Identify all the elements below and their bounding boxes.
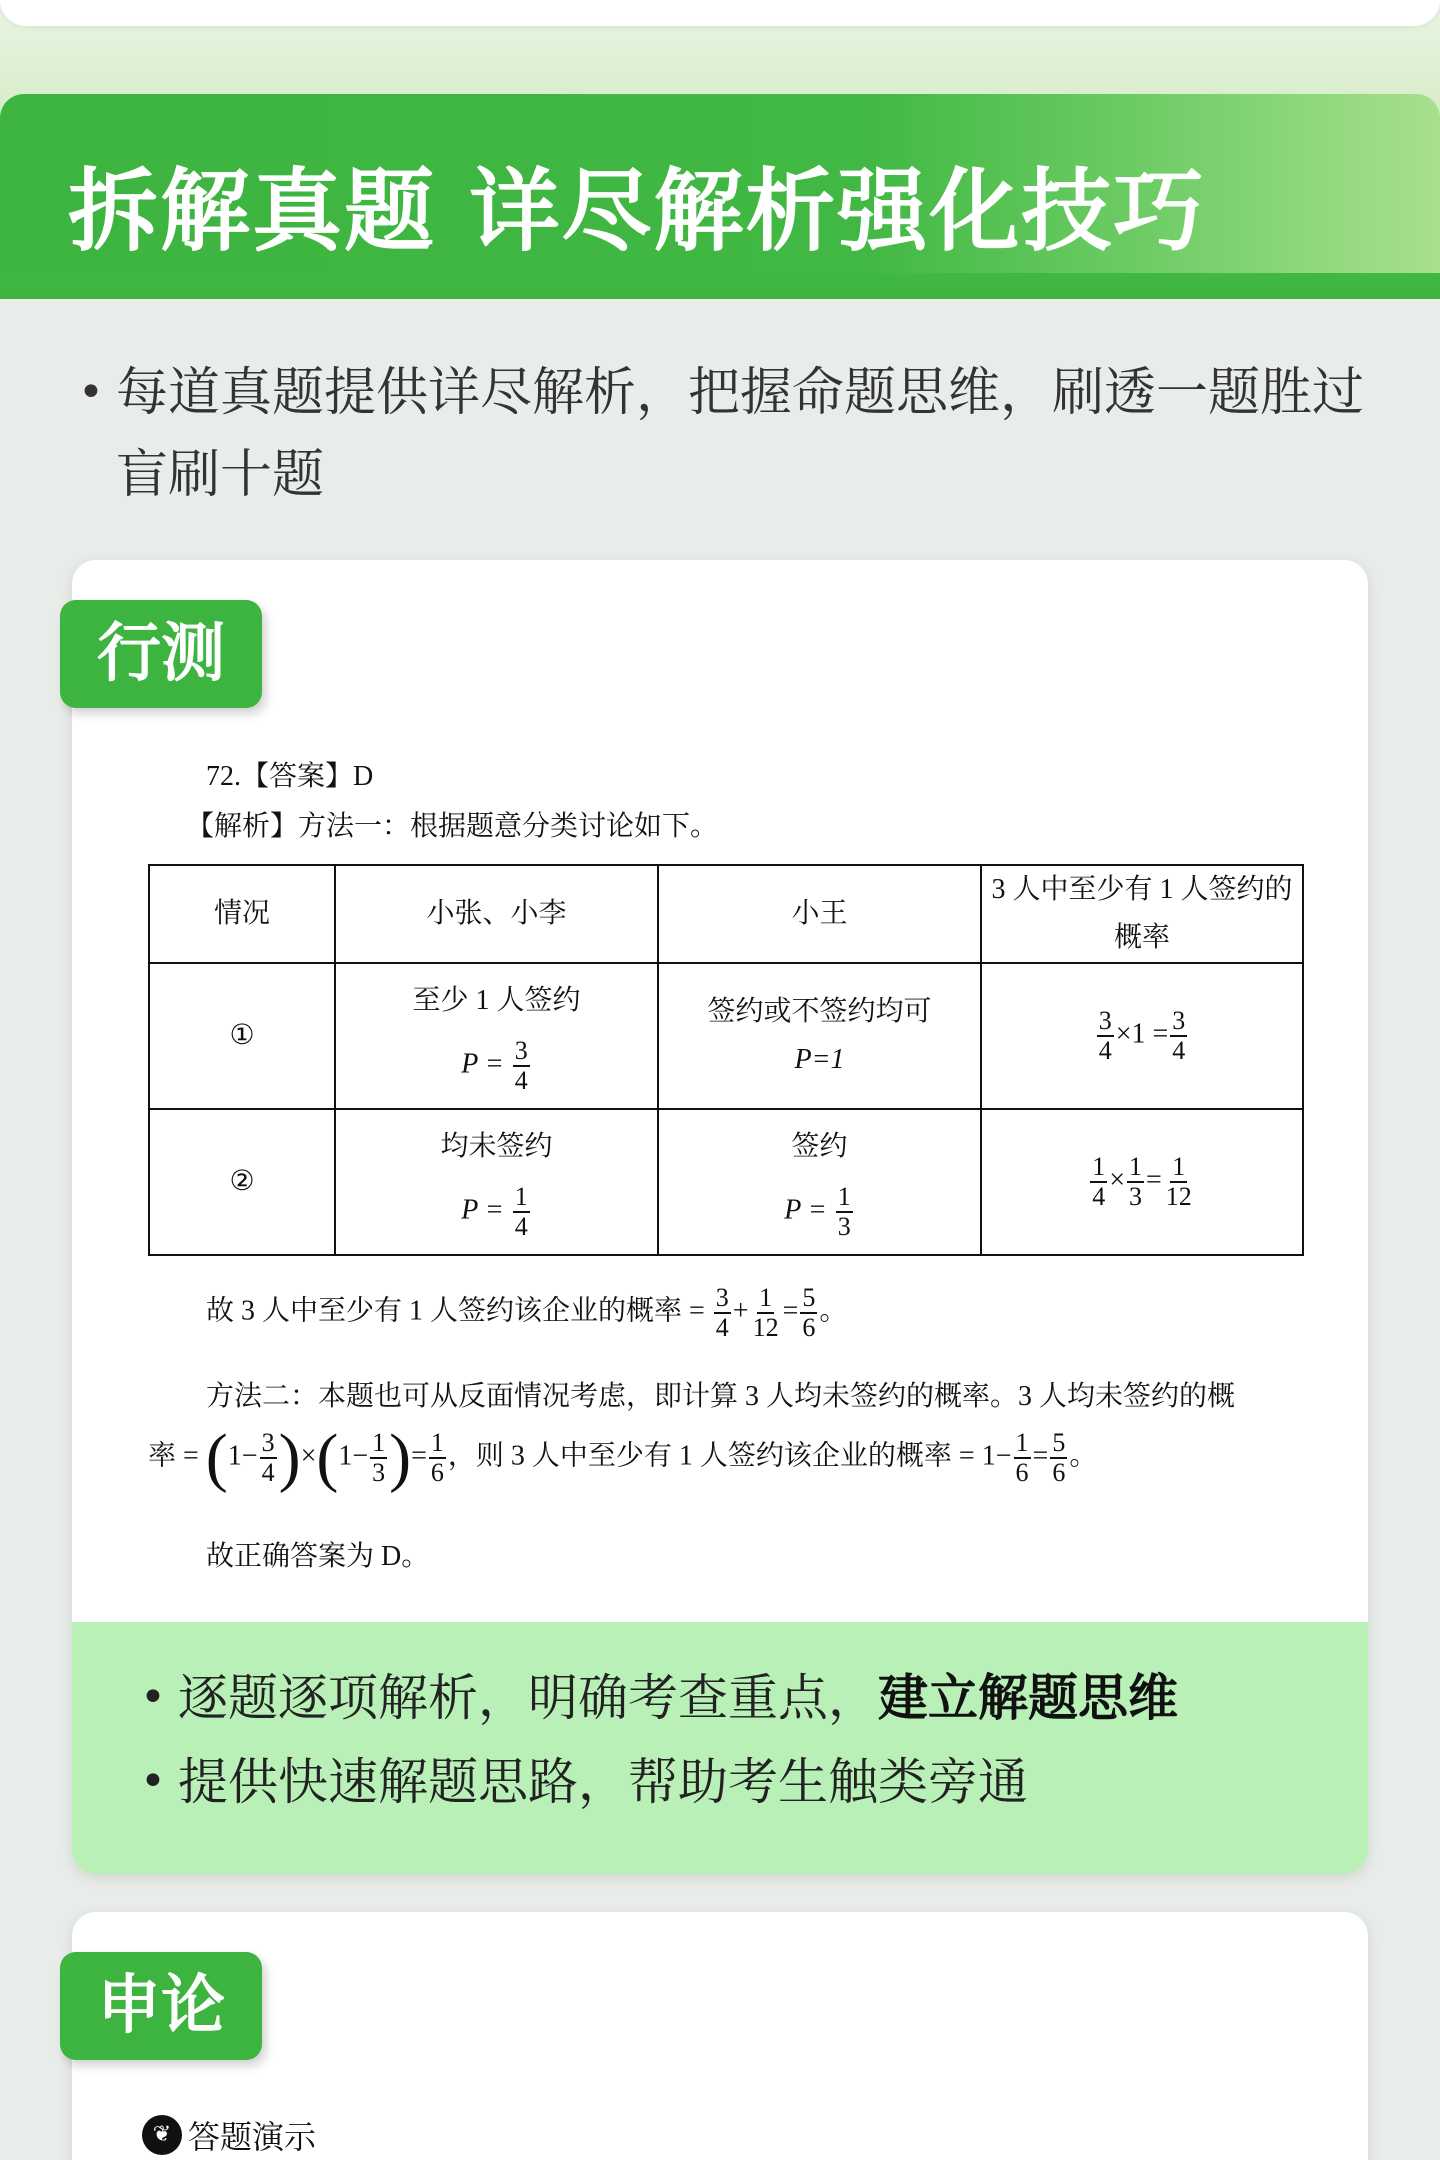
wang-text: 签约 bbox=[791, 1131, 848, 1162]
analysis-label: 【解析】 bbox=[186, 811, 299, 842]
zhang-li-text: 至少 1 人签约 bbox=[412, 985, 581, 1016]
probability-table bbox=[148, 864, 1304, 1256]
probability-case-1: $\frac{3}{4}$ ×1 = $\frac{3}{4}$ bbox=[981, 963, 1303, 1109]
conclusion-text: 故 3 人中至少有 1 人签约该企业的概率 = bbox=[206, 1295, 705, 1327]
header-case: 情况 bbox=[149, 865, 335, 963]
banner-title: 拆解真题 详尽解析强化技巧 bbox=[68, 159, 1206, 264]
fraction: $\frac{1}{3}$ bbox=[1129, 1152, 1142, 1211]
final-answer: 故正确答案为 D。 bbox=[206, 1541, 430, 1572]
highlight-bold: 建立解题思维 bbox=[878, 1669, 1178, 1727]
answer-line: 72.【答案】D bbox=[206, 761, 374, 792]
header-probability: 3 人中至少有 1 人签约的概率 bbox=[981, 865, 1303, 963]
wang-p: P=1 bbox=[794, 1044, 845, 1075]
probability-case-2: $\frac{1}{4}$ × $\frac{1}{3}$ = $\frac{1}{12}$ bbox=[981, 1109, 1303, 1255]
table-header-row bbox=[149, 865, 1303, 963]
wang-text: 签约或不签约均可 bbox=[707, 996, 932, 1027]
section-banner bbox=[0, 94, 1440, 299]
method-two-line: 方法二：本题也可从反面情况考虑，即计算 3 人均未签约的概率。3 人均未签约的概 bbox=[206, 1381, 1236, 1412]
conclusion-line: 故 3 人中至少有 1 人签约该企业的概率 = $\frac{3}{4}$ + $\frac{1}{12}$ = $\frac{5}{6}$ 。 bbox=[206, 1283, 848, 1342]
header-zhang-li: 小张、小李 bbox=[335, 865, 658, 963]
wang-case-1 bbox=[658, 963, 981, 1109]
fraction: $\frac{3}{4}$ bbox=[1172, 1006, 1186, 1065]
tag-xingce: 行测 bbox=[60, 600, 262, 708]
previous-card-bottom bbox=[0, 0, 1440, 26]
highlight-item: • 逐题逐项解析，明确考查重点，建立解题思维 bbox=[140, 1669, 1178, 1727]
tag-shenlun: 申论 bbox=[60, 1952, 262, 2060]
fraction: $\frac{1}{4}$ bbox=[514, 1182, 528, 1241]
fraction: $\frac{3}{4}$ bbox=[1098, 1006, 1112, 1065]
analysis-line bbox=[186, 804, 718, 844]
p-label: P = bbox=[461, 1194, 504, 1226]
highlights-box bbox=[72, 1622, 1368, 1874]
fraction: $\frac{1}{12}$ bbox=[1165, 1152, 1192, 1211]
p-label: P = bbox=[784, 1194, 827, 1226]
sprout-icon: ❦ bbox=[142, 2115, 182, 2155]
fraction: $\frac{1}{3}$ bbox=[837, 1182, 851, 1241]
analysis-text: 方法一：根据题意分类讨论如下。 bbox=[298, 811, 719, 842]
highlight-item: • 提供快速解题思路，帮助考生触类旁通 bbox=[140, 1753, 1028, 1811]
zhang-li-case-1 bbox=[335, 963, 658, 1109]
p-label: P = bbox=[461, 1048, 504, 1080]
method-two-formula: 率 = (1− $\frac{3}{4}$ )×(1− $\frac{1}{3}$ )= $\frac{1}{6}$ ，则 3 人中至少有 1 人签约该企业的概率 = 1− $\frac{1}{6}$ = $\frac{5}{6}$ 。 bbox=[148, 1421, 1098, 1494]
fraction: $\frac{3}{4}$ bbox=[514, 1036, 528, 1095]
zhang-li-text: 均未签约 bbox=[440, 1131, 553, 1162]
fraction: $\frac{1}{4}$ bbox=[1092, 1152, 1106, 1211]
table-row bbox=[149, 1109, 1303, 1255]
bullet-dot: • bbox=[78, 367, 104, 418]
case-1: ① bbox=[149, 963, 335, 1109]
zhang-li-case-2 bbox=[335, 1109, 658, 1255]
table-row bbox=[149, 963, 1303, 1109]
intro-bullet bbox=[78, 352, 1378, 516]
analysis-document bbox=[72, 560, 1368, 1622]
intro-text: 每道真题提供详尽解析，把握命题思维，刷透一题胜过盲刷十题 bbox=[116, 363, 1365, 505]
wang-case-2 bbox=[658, 1109, 981, 1255]
xingce-card bbox=[72, 560, 1368, 1874]
case-2: ② bbox=[149, 1109, 335, 1255]
demo-label: ❦ 答题演示 bbox=[142, 2112, 316, 2158]
header-wang: 小王 bbox=[658, 865, 981, 963]
